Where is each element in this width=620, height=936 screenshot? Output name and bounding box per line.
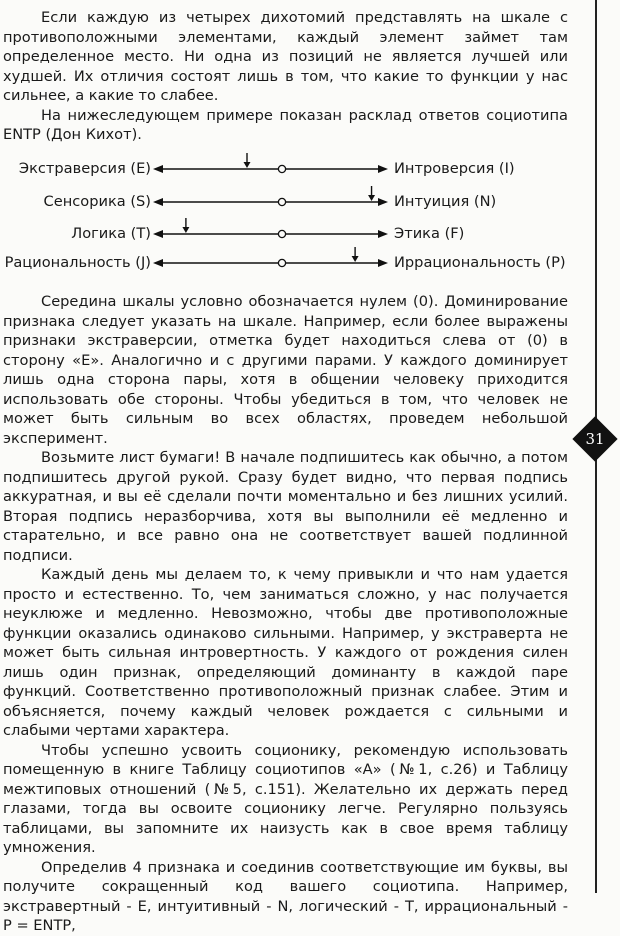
scale-right-label: Интуиция (N) [394,193,497,210]
paragraph: Возьмите лист бумаги! В начале подпишитесь как обычно, а потом подпишитесь другой рукой. Сразу будет видно, что первая подпись аккуратная, и вы её сделали почти моментально и без лишних усилий. Вторая подпись неразборчива, хотя вы выполнили её медленно и старательно, и все равно она не соответствует вашей подлинной подписи. [3,449,568,564]
page-number-badge [572,416,618,462]
page-number: 31 [585,430,605,448]
paragraph: Середина шкалы условно обозначается нулем (0). Доминирование признака следует указать на шкале. Например, если более выражены признаки экстраверсии, отметка будет находиться слева от (0) в сторону «E». Аналогично и с другими парами. У каждого доминирует лишь одна сторона пары, хотя в общении человеку приходится использовать обе стороны. Чтобы убедиться в том, что человек не может быть сильным во всех областях, проведем небольшой эксперимент. [3,293,568,447]
arrow-left-icon [153,165,163,173]
marker-arrow-icon [244,162,251,168]
scale-left-label: Экстраверсия (E) [18,160,151,177]
intro-text [3,8,568,145]
arrow-right-icon [378,165,388,173]
scale-left-label: Рациональность (J) [4,254,151,271]
scale-left-label: Логика (T) [71,225,151,242]
arrow-left-icon [153,259,163,267]
arrow-left-icon [153,230,163,238]
paragraph: Определив 4 признака и соединив соответствующие им буквы, вы получите сокращенный код вашего социотипа. Например, экстравертный - E, интуитивный - N, логический - T, иррациональный - P = ENTP, [3,858,568,934]
paragraph: На нижеследующем примере показан расклад ответов социотипа ENTP (Дон Кихот). [3,106,568,143]
scale-zero-point [278,165,285,172]
paragraph: Если каждую из четырех дихотомий представлять на шкале с противоположными элементами, каждый элемент займет там определенное место. Ни одна из позиций не является лучшей или худшей. Их отличия состоят лишь в том, что какие то функции у нас сильнее, а какие то слабее. [3,9,568,104]
scale-left-label: Сенсорика (S) [43,193,151,210]
scale-right-label: Иррациональность (P) [394,254,566,271]
dichotomy-scales [0,150,590,280]
arrow-right-icon [378,259,388,267]
arrow-right-icon [378,230,388,238]
marker-arrow-icon [182,227,189,233]
scale-zero-point [278,230,285,237]
body-text [3,292,568,936]
scale-right-label: Интроверсия (I) [394,160,515,177]
marker-arrow-icon [368,195,375,201]
paragraph: Чтобы успешно усвоить соционику, рекомендую использовать помещенную в книге Таблицу социотипов «А» (№1, с.26) и Таблицу межтиповых отношений (№5, с.151). Желательно их держать перед глазами, тогда вы освоите соционику легче. Регулярно пользуясь таблицами, вы запомните их наизусть как в свое время таблицу умножения. [3,741,568,856]
scale-zero-point [278,259,285,266]
arrow-right-icon [378,198,388,206]
marker-arrow-icon [352,256,359,262]
arrow-left-icon [153,198,163,206]
scale-zero-point [278,198,285,205]
scale-right-label: Этика (F) [394,225,465,242]
paragraph: Каждый день мы делаем то, к чему привыкли и что нам удается просто и естественно. То, чем заниматься сложно, у нас получается неуклюже и медленно. Невозможно, чтобы две противоположные функции оказались одинаково сильными. Например, у экстраверта не может быть сильная интровертность. У каждого от рождения силен лишь один признак, определяющий доминанту в каждой паре функций. Соответственно противоположный признак слабее. Этим и объясняется, почему каждый человек рождается с сильными и слабыми чертами характера. [3,566,568,739]
